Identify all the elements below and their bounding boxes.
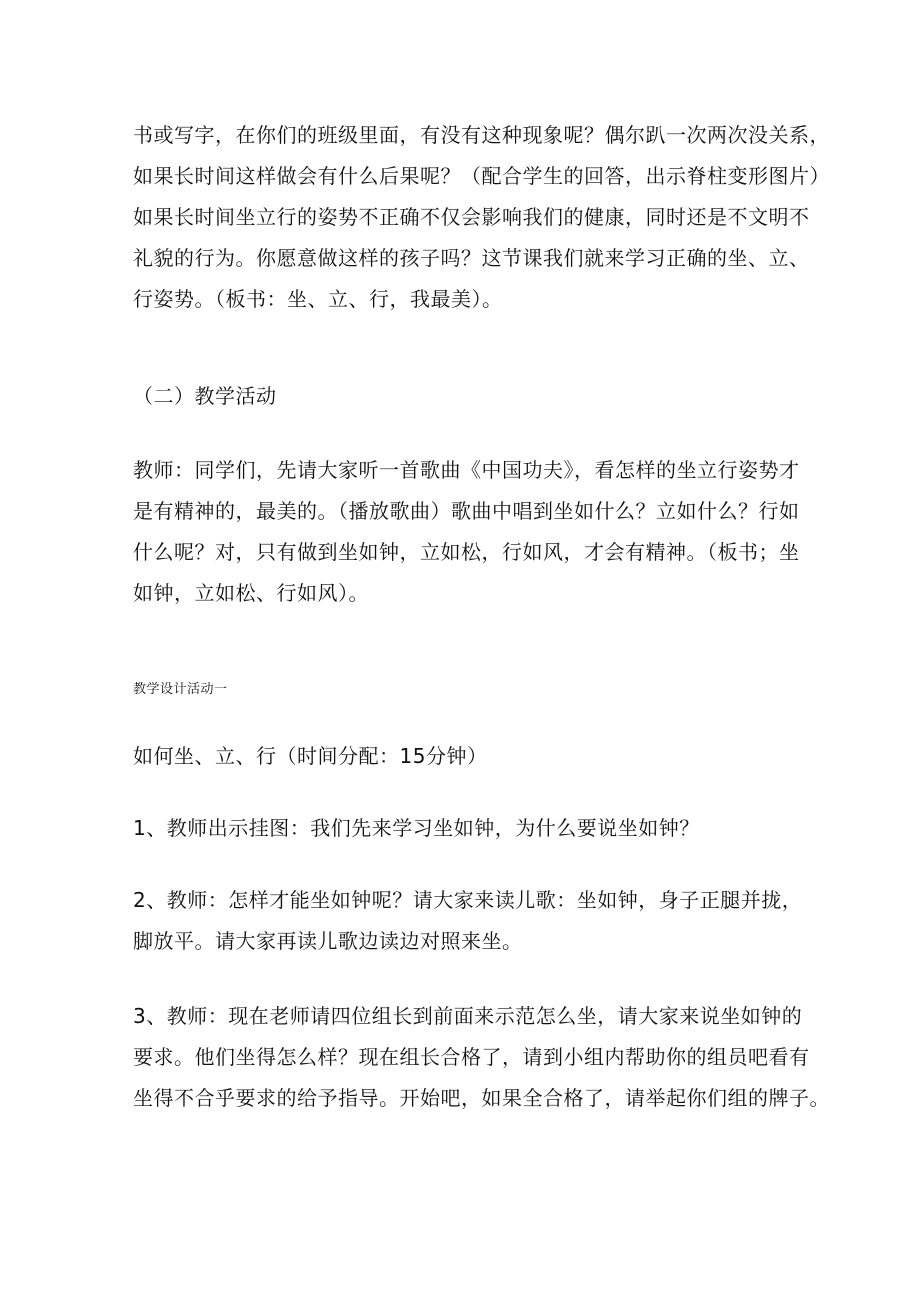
text-line: 礼貌的行为。你愿意做这样的孩子吗？这节课我们就来学习正确的坐、立、 [133, 246, 810, 270]
section-heading [133, 376, 813, 417]
text-line: 坐得不合乎要求的给予指导。开始吧，如果全合格了，请举起你们组的牌子。 [133, 1086, 830, 1110]
design-label [133, 680, 813, 700]
design-label-text: 教学设计活动一 [133, 682, 228, 697]
text-line: 行姿势。（板书：坐、立、行，我最美）。 [133, 287, 503, 311]
text-line: 3、教师：现在老师请四位组长到前面来示范怎么坐，请大家来说坐如钟的 [133, 1004, 803, 1028]
text-line: 书或写字，在你们的班级里面，有没有这种现象呢？偶尔趴一次两次没关系， [133, 123, 830, 147]
intro-paragraph [133, 115, 830, 320]
text-line: 教师：同学们，先请大家听一首歌曲《中国功夫》，看怎样的坐立行姿势才 [133, 458, 800, 482]
text-line: 如钟，立如松、行如风）。 [133, 581, 369, 605]
step-2 [133, 880, 813, 962]
activity-title-text: 如何坐、立、行（时间分配：15分钟） [133, 744, 488, 768]
text-line: 1、教师出示挂图：我们先来学习坐如钟，为什么要说坐如钟？ [133, 816, 700, 840]
teacher-paragraph [133, 450, 813, 614]
section-heading-text: （二）教学活动 [133, 384, 277, 408]
text-line: 2、教师：怎样才能坐如钟呢？请大家来读儿歌：坐如钟，身子正腿并拢， [133, 888, 803, 912]
step-1 [133, 808, 813, 849]
text-line: 如果长时间坐立行的姿势不正确不仅会影响我们的健康，同时还是不文明不 [133, 205, 810, 229]
text-line: 如果长时间这样做会有什么后果呢？（配合学生的回答，出示脊柱变形图片） [133, 164, 830, 188]
text-line: 要求。他们坐得怎么样？现在组长合格了，请到小组内帮助你的组员吧看有 [133, 1045, 810, 1069]
text-line: 什么呢？对，只有做到坐如钟，立如松，行如风，才会有精神。（板书；坐 [133, 540, 800, 564]
activity-title [133, 736, 813, 777]
text-line: 脚放平。请大家再读儿歌边读边对照来坐。 [133, 929, 523, 953]
text-line: 是有精神的，最美的。（播放歌曲）歌曲中唱到坐如什么？立如什么？行如 [133, 499, 800, 523]
step-3 [133, 996, 830, 1119]
